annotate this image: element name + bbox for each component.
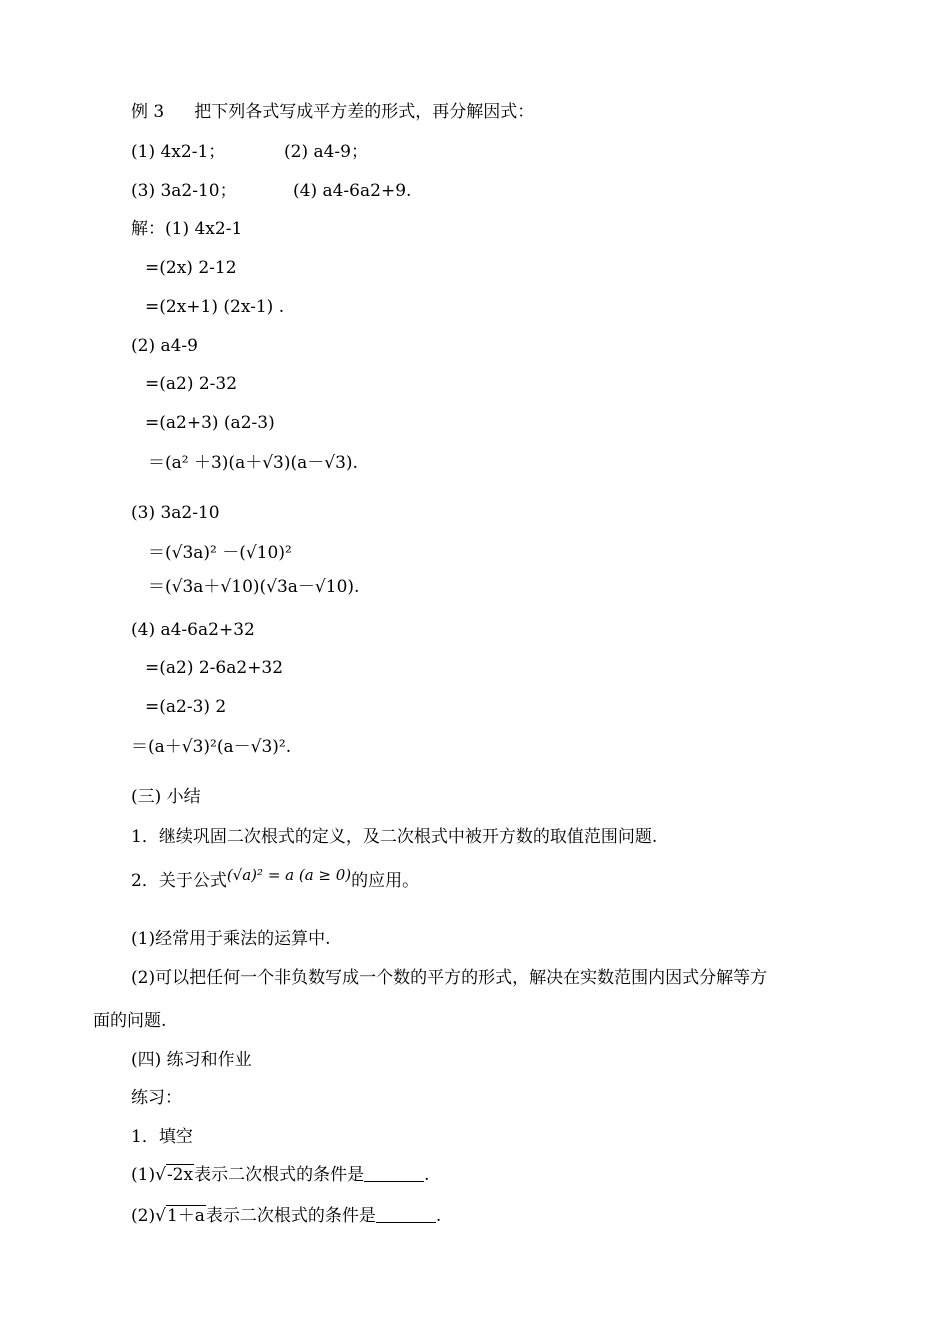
problem-2: (2) a4-9； bbox=[284, 142, 368, 162]
solution-1-title bbox=[131, 218, 242, 240]
solution-label: 解： bbox=[131, 219, 165, 239]
solution-1-step-2: =(2x+1) (2x-1) . bbox=[145, 297, 285, 317]
sqrt-icon: √1＋a bbox=[155, 1206, 205, 1226]
solution-1-step-1: =(2x) 2-12 bbox=[145, 258, 237, 278]
solution-2-title: (2) a4-9 bbox=[131, 336, 198, 356]
solution-2-step-1: =(a2) 2-32 bbox=[145, 374, 238, 394]
solution-3-title: (3) 3a2-10 bbox=[131, 503, 220, 523]
answer-blank-1[interactable] bbox=[364, 1165, 424, 1182]
practice-label: 练习： bbox=[131, 1088, 182, 1108]
question-2-end: . bbox=[435, 1206, 442, 1226]
solution-3-step-1: ＝(√3a)² －(√10)² bbox=[148, 543, 292, 563]
solution-4-step-2: =(a2-3) 2 bbox=[145, 697, 227, 717]
summary-sub-2: (2)可以把任何一个非负数写成一个数的平方的形式，解决在实数范围内因式分解等方 bbox=[131, 968, 768, 988]
question-2-radicand: 1＋a bbox=[166, 1206, 205, 1226]
question-1-radicand: -2x bbox=[166, 1165, 194, 1185]
practice-section-title: (四) 练习和作业 bbox=[131, 1050, 252, 1070]
solution-4-step-1: =(a2) 2-6a2+32 bbox=[145, 658, 284, 678]
summary-item-2 bbox=[131, 866, 420, 892]
question-1-text: 表示二次根式的条件是 bbox=[194, 1165, 365, 1185]
example-heading: 例 3 bbox=[131, 102, 165, 122]
problem-4: (4) a4-6a2+9. bbox=[293, 181, 412, 201]
question-2-prefix: (2) bbox=[131, 1206, 156, 1226]
solution-4-title: (4) a4-6a2+32 bbox=[131, 620, 255, 640]
answer-blank-2[interactable] bbox=[376, 1206, 436, 1223]
solution-1-expr: (1) 4x2-1 bbox=[165, 219, 243, 239]
question-2 bbox=[131, 1205, 441, 1227]
summary-item-2-suffix: 的应用。 bbox=[351, 871, 420, 891]
solution-2-step-2: =(a2+3) (a2-3) bbox=[145, 413, 275, 433]
summary-title: (三) 小结 bbox=[131, 787, 201, 807]
problem-3: (3) 3a2-10； bbox=[131, 181, 237, 201]
question-title: 1．填空 bbox=[131, 1127, 193, 1147]
solution-3-step-2: ＝(√3a＋√10)(√3a－√10). bbox=[148, 577, 360, 597]
formula-sqrt-a-squared: (√a)² = a (a ≥ 0) bbox=[226, 866, 352, 884]
solution-2-step-3: ＝(a² ＋3)(a＋√3)(a－√3). bbox=[148, 453, 358, 473]
question-2-text: 表示二次根式的条件是 bbox=[205, 1206, 376, 1226]
sqrt-icon: √-2x bbox=[155, 1165, 194, 1185]
question-1-prefix: (1) bbox=[131, 1165, 156, 1185]
example-line bbox=[131, 101, 534, 123]
problem-1: (1) 4x2-1； bbox=[131, 142, 226, 162]
question-1-end: . bbox=[424, 1165, 430, 1185]
summary-sub-2-continued: 面的问题. bbox=[93, 1011, 167, 1031]
question-1 bbox=[131, 1164, 430, 1186]
summary-item-2-prefix: 2．关于公式 bbox=[131, 871, 227, 891]
summary-item-1: 1．继续巩固二次根式的定义，及二次根式中被开方数的取值范围问题. bbox=[131, 827, 658, 847]
summary-sub-1: (1)经常用于乘法的运算中. bbox=[131, 929, 331, 949]
solution-4-step-3: ＝(a＋√3)²(a－√3)². bbox=[131, 737, 292, 757]
example-prompt: 把下列各式写成平方差的形式，再分解因式： bbox=[194, 102, 535, 122]
